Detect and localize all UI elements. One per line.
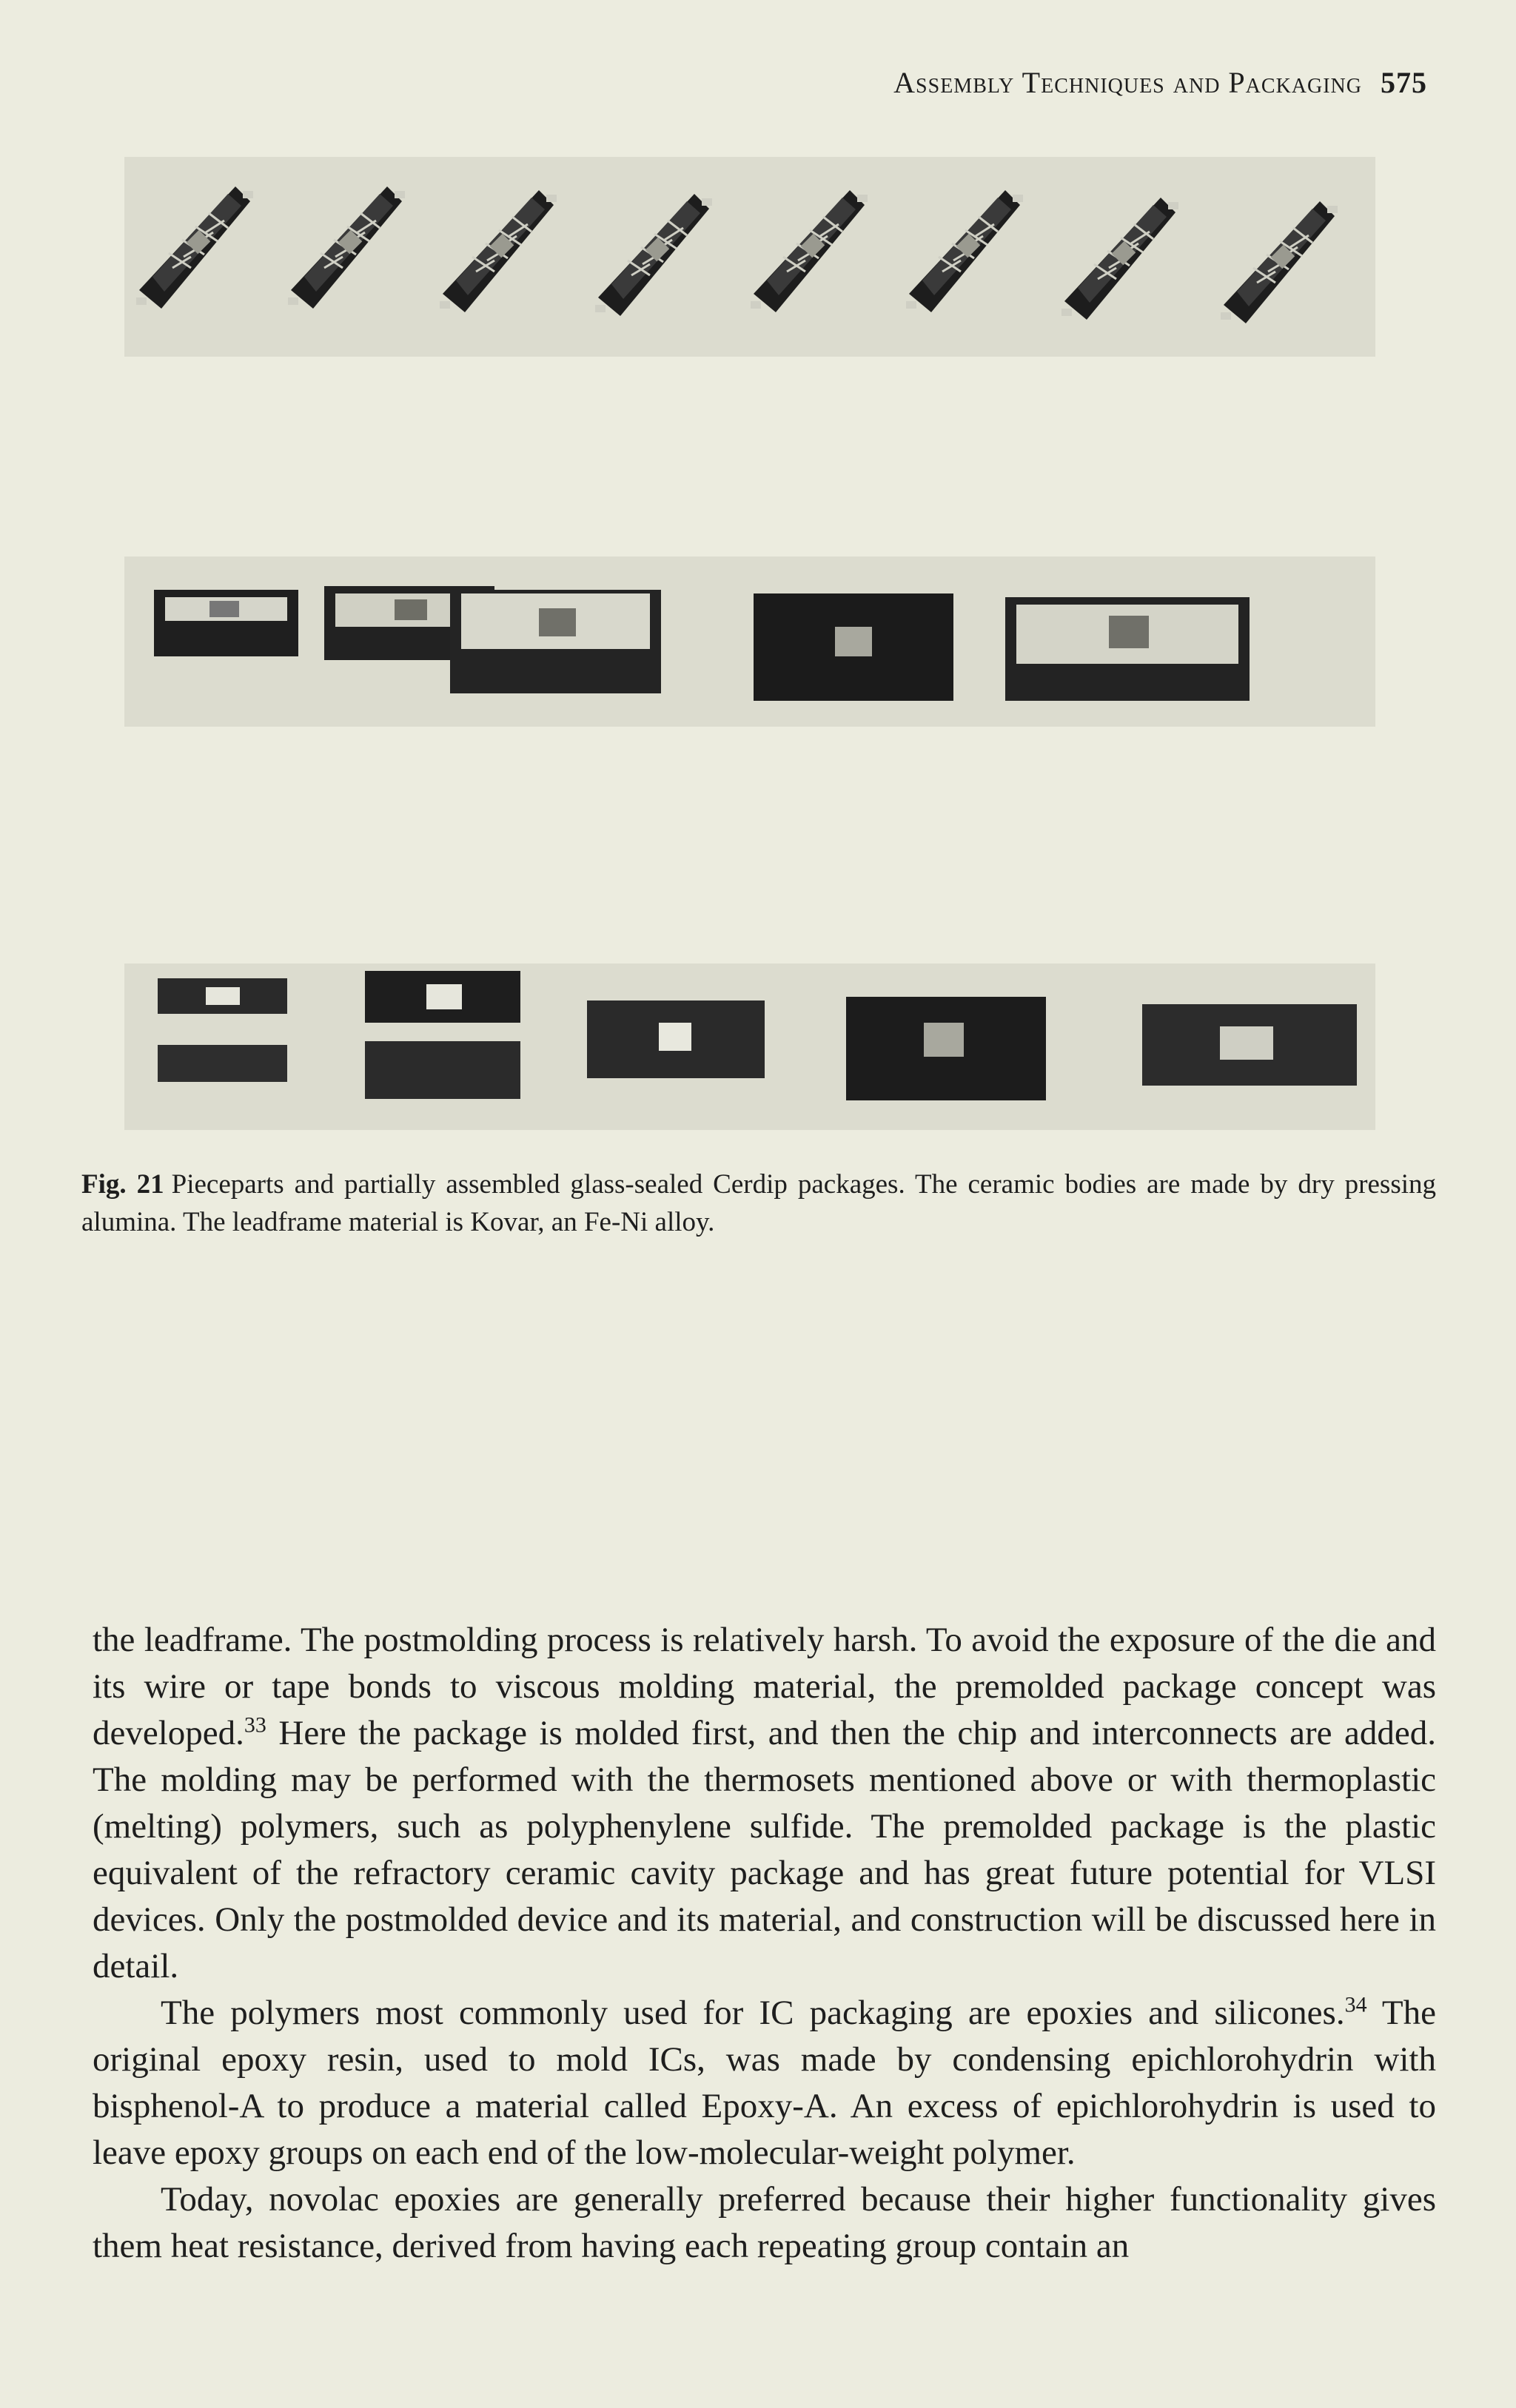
- paragraph-1-text-b: Here the package is molded first, and then the chip and interconnects are added. The molding may be performed with the thermosets mentioned above or with thermoplastic (melting) polymers, such as polyphenylene sulfide. The premolded package is the plastic equivalent of the refractory ceramic cavity package and has great future potential for VLSI devices. Only the postmolded device and its material, and construction will be discussed here in detail.: [93, 1714, 1436, 1985]
- body-text: [93, 1617, 1436, 2270]
- paragraph-2-text-b: The original epoxy resin, used to mold ICs, was made by condensing epichlorohydrin with bisphenol-A to produce a material called Epoxy-A. An excess of epichlorohydrin is used to leave epoxy groups on each end of the low-molecular-weight polymer.: [93, 1994, 1436, 2172]
- figure-photo: [124, 157, 1375, 1141]
- paragraph-1: [93, 1617, 1436, 1990]
- reference-33: 33: [244, 1712, 266, 1738]
- paragraph-3: Today, novolac epoxies are generally preferred because their higher functionality gives them heat resistance, derived from having each repeating group contain an: [93, 2180, 1436, 2265]
- paragraph-2: [93, 1990, 1436, 2176]
- figure-caption-text: Pieceparts and partially assembled glass-sealed Cerdip packages. The ceramic bodies are made by dry pressing alumina. The leadframe material is Kovar, an Fe-Ni alloy.: [81, 1169, 1436, 1238]
- paragraph-1-text-a: the leadframe. The postmolding process is relatively harsh. To avoid the exposure of the die and its wire or tape bonds to viscous molding material, the premolded package concept was developed.: [93, 1621, 1436, 1752]
- running-head: [893, 65, 1427, 100]
- figure-label: Fig. 21: [81, 1169, 164, 1200]
- figure-caption: [81, 1166, 1436, 1241]
- page-number: 575: [1381, 66, 1427, 99]
- paragraph-2-text-a: The polymers most commonly used for IC packaging are epoxies and silicones.: [161, 1994, 1345, 2032]
- reference-34: 34: [1344, 1992, 1367, 2017]
- package-photo-illustration: [124, 157, 1375, 1141]
- running-head-title: Assembly Techniques and Packaging: [893, 66, 1362, 99]
